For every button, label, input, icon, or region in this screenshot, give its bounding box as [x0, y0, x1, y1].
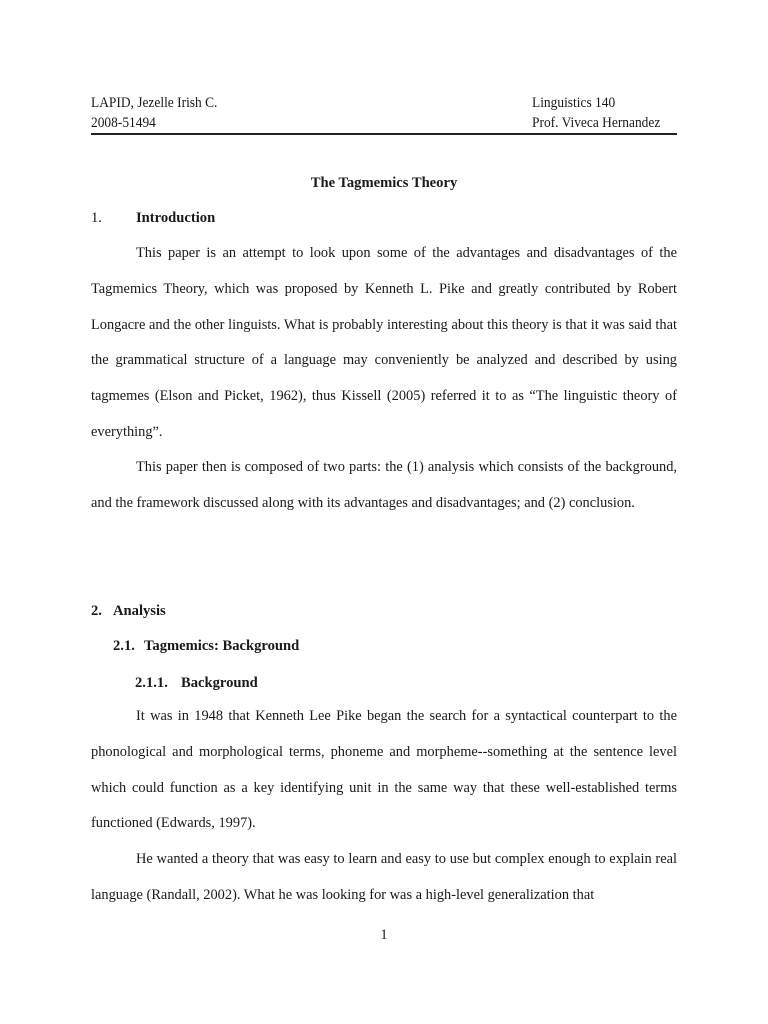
page-number: 1 — [380, 927, 388, 943]
section-1-title: Introduction — [136, 210, 216, 226]
subsection-2-1-number: 2.1. — [113, 638, 135, 654]
section-2-heading — [91, 602, 166, 620]
student-name: LAPID, Jezelle Irish C. — [91, 95, 218, 111]
header-right — [532, 93, 660, 133]
background-paragraph-2: He wanted a theory that was easy to learn and easy to use but complex enough to explain real language (Randall, 2002). What he was looking for was a high-level generalization that — [91, 851, 677, 903]
student-number: 2008-51494 — [91, 115, 156, 131]
intro-paragraph-2: This paper then is composed of two parts: the (1) analysis which consists of the background, and the framework discussed along with its advantages and disadvantages; and (2) conclusion. — [91, 459, 677, 511]
subsection-2-1-1-title: Background — [181, 675, 258, 691]
section-1-heading — [91, 209, 215, 227]
subsection-2-1-title: Tagmemics: Background — [144, 638, 300, 654]
subsection-2-1-heading — [113, 637, 299, 655]
section-2-title: Analysis — [113, 603, 166, 619]
document-title: The Tagmemics Theory — [310, 175, 458, 191]
header-left — [91, 93, 217, 133]
background-paragraph-1: It was in 1948 that Kenneth Lee Pike began the search for a syntactical counterpart to the phonological and morphological terms, phoneme and morpheme--something at the sentence level which could function as a key identifying unit in the same way that these well-established terms functioned (Edwards, 1997). — [91, 708, 677, 832]
subsection-2-1-1-heading — [135, 674, 258, 692]
page-header — [91, 93, 677, 135]
course-name: Linguistics 140 — [532, 95, 616, 111]
intro-paragraph-1: This paper is an attempt to look upon some of the advantages and disadvantages of the Tagmemics Theory, which was proposed by Kenneth L. Pike and greatly contributed by Robert Longacre and the other linguists. What is probably interesting about this theory is that it was said that the grammatical structure of a language may conveniently be analyzed and described by using tagmemes (Elson and Picket, 1962), thus Kissell (2005) referred it to as “The linguistic theory of everything”. — [91, 245, 677, 440]
section-1-number: 1. — [91, 210, 102, 226]
professor-name: Prof. Viveca Hernandez — [532, 115, 661, 131]
subsection-2-1-1-number: 2.1.1. — [135, 675, 168, 691]
section-2-number: 2. — [91, 603, 102, 619]
